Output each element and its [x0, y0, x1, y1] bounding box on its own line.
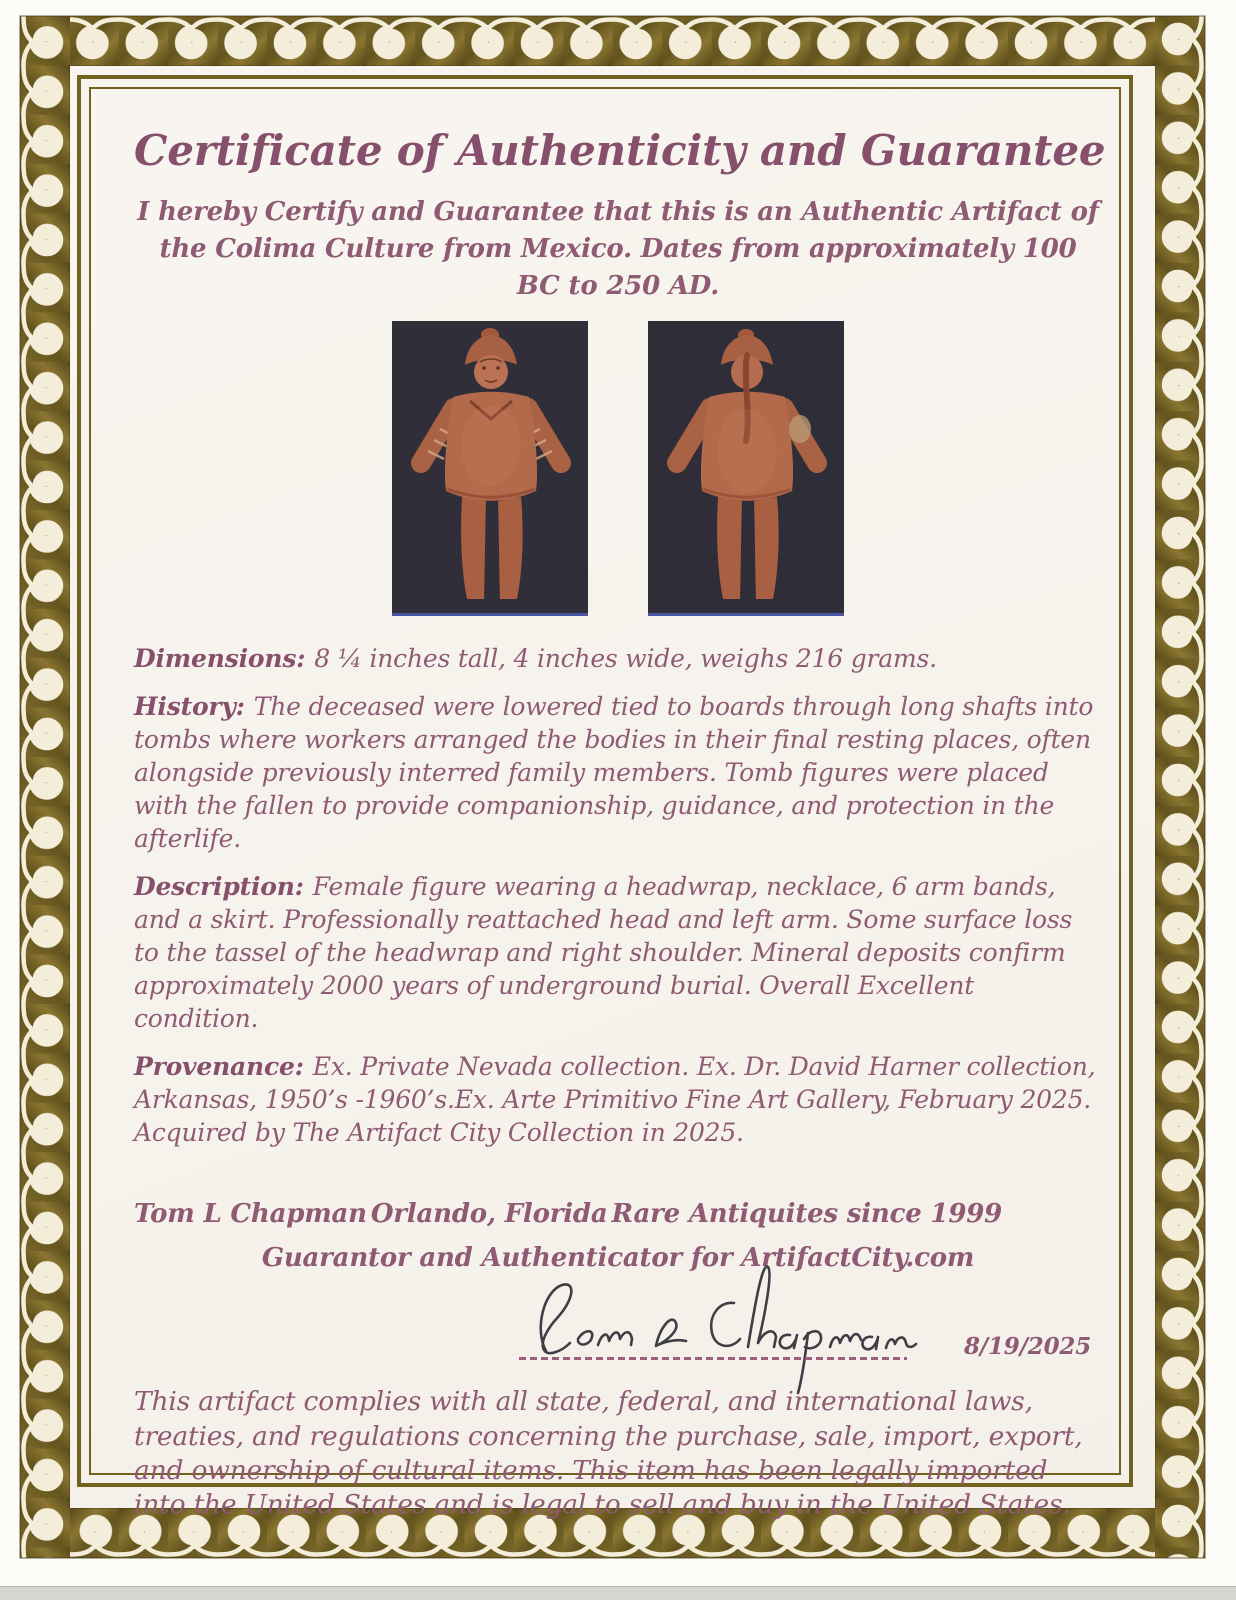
signature-line: [519, 1357, 907, 1360]
provenance-paragraph: [134, 1050, 1102, 1149]
dimensions-paragraph: [134, 642, 1102, 675]
attestor-name: Tom L Chapman: [134, 1199, 367, 1230]
artifact-photos-row: [134, 321, 1102, 616]
dimensions-text: 8 ¼ inches tall, 4 inches wide, weighs 216 grams.: [314, 644, 937, 674]
legal-paragraph: This artifact complies with all state, federal, and international laws, treaties, and regulations concerning the purchase, sale, import, export, and ownership of cultural items. This item has been legally imported into the United States and is legal to sell and buy in the United States.: [134, 1386, 1083, 1521]
description-text: Female figure wearing a headwrap, necklace, 6 arm bands, and a skirt. Professionally reattached head and left arm. Some surface loss to the tassel of the headwrap and right shoulder. Mineral deposits confirm approximately 2000 years of underground burial. Overall Excellent condition.: [134, 872, 1073, 1034]
certificate-title: Certificate of Authenticity and Guarantee: [134, 126, 1106, 175]
history-label: History:: [134, 692, 245, 722]
description-paragraph: [134, 870, 1102, 1035]
dimensions-label: Dimensions:: [134, 644, 306, 674]
artifact-photo-front: [392, 321, 588, 616]
provenance-text: Ex. Private Nevada collection. Ex. Dr. David Harner collection, Arkansas, 1950’s -1960’s.Ex. Arte Primitivo Fine Art Gallery, February 2025. Acquired by The Artifact City Collection in 2025.: [134, 1052, 1096, 1148]
guarantor-line: Guarantor and Authenticator for ArtifactCity.com: [261, 1243, 975, 1274]
certificate-content: [134, 0, 1106, 1523]
certification-statement: I hereby Certify and Guarantee that this is an Authentic Artifact of the Colima Culture from Mexico. Dates from approximately 100 BC to 250 AD.: [137, 197, 1099, 302]
figurine-back-illustration: [648, 321, 844, 613]
attestor-row: [134, 1199, 1002, 1229]
description-label: Description:: [134, 872, 304, 902]
signature-block: [134, 1297, 1102, 1385]
figurine-front-illustration: [392, 321, 588, 613]
history-text: The deceased were lowered tied to boards through long shafts into tombs where workers arranged the bodies in their final resting places, often alongside previously interred family members. Tomb figures were placed with the fallen to provide companionship, guidance, and protection in the afterlife.: [134, 692, 1094, 854]
signature-handwriting: [486, 1251, 946, 1401]
provenance-label: Provenance:: [134, 1052, 304, 1082]
history-paragraph: [134, 690, 1102, 855]
attestor-location: Orlando, Florida: [370, 1199, 608, 1230]
attestor-tagline: Rare Antiquites since 1999: [611, 1199, 1002, 1230]
scan-edge-artifact: [0, 1586, 1236, 1600]
artifact-photo-back: [648, 321, 844, 616]
signature-date: 8/19/2025: [964, 1333, 1092, 1361]
